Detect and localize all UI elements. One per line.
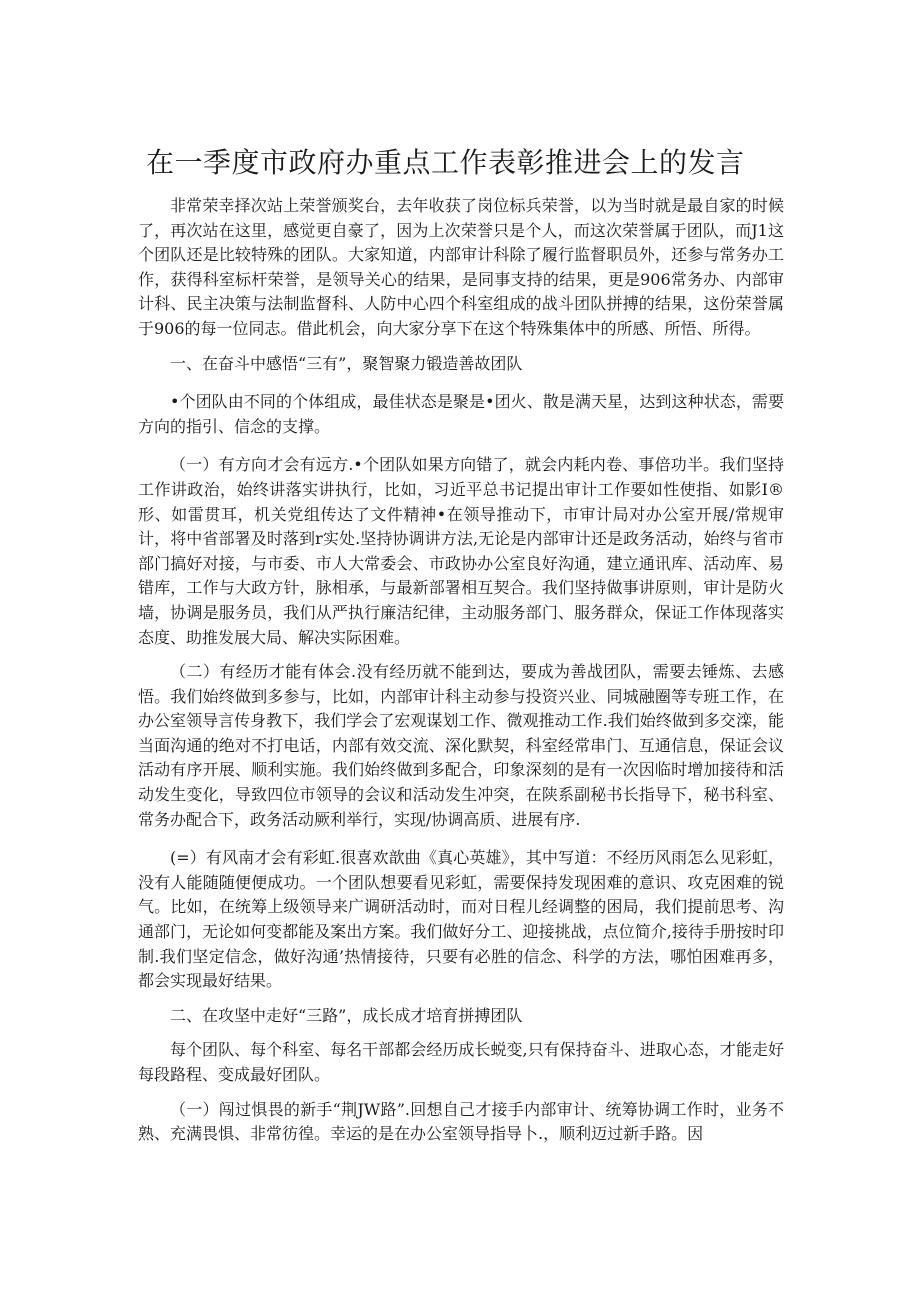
paragraph-newcomer-road: （一）闯过惧畏的新手“荆JW路”.回想自己才接手内部审计、统筹协调工作时，业务不熟、充满畏惧、非常彷徨。幸运的是在办公室领导指导卜.，顺利迈过新手路。因 — [138, 1099, 784, 1144]
paragraph-section-one-intro: •个团队由不同的个体组成，最佳状态是聚是•团火、散是满天星，达到这种状态，需要方向的指引、信念的支撑。 — [138, 392, 784, 436]
document-title: 在一季度市政府办重点工作表彰推进会上的发言 — [146, 146, 745, 179]
paragraph-experience: （二）有经历才能有体会.没有经历就不能到达，要成为善战团队，需要去锤炼、去感悟。我们始终做到多参与，比如，内部审计科主动参与投资兴业、同城融圈等专班工作，在办公室领导言传身教下，我们学会了宏观谋划工作、微观推动工作.我们始终做到多交滦，能当面沟通的绝对不打电话，内部有效交流、深化默契，科室经常串门、互通信息，保证会议活动有序开展、顺利实施。我们始终做到多配合，印象深刻的是有一次因临时增加接待和活动发生变化，导致四位市领导的会议和活动发生冲突，在陕系副秘书长指导下，秘书科室、常务办配合下，政务活动厥利举行，实现/协调高质、进展有序. — [138, 662, 784, 829]
paragraph-intro: 非常荣幸择次站上荣誉颁奖台，去年收获了岗位标兵荣誉，以为当时就是最自家的时候了，再次站在这里，感觉更自豪了，因为上次荣誉只是个人，而这次荣誉属于团队，而J1这个团队还是比较特殊的团队。大家知道，内部审计科除了履行监督职员外，还参与常务办工作，获得科室标杆荣誉，是领导关心的结果，是同事支持的结果，更是906常务办、内部审计科、民主决策与法制监督科、人防中心四个科室组成的战斗团队拼搏的结果，这份荣誉属于906的每一位同志。借此机会，向大家分享下在这个特殊集体中的所感、所悟、所得。 — [138, 196, 784, 338]
document-page — [138, 140, 784, 1147]
paragraph-section-two-intro: 每个团队、每个科室、每名干部都会经历成长蜕变,只有保持奋斗、进取心态，才能走好每段路程、变成最好团队。 — [138, 1040, 784, 1084]
section-heading-two: 二、在攻坚中走好“三路”，成长成才培育拼搏团队 — [170, 1005, 523, 1025]
paragraph-rainbow: (=）有风南才会有彩虹.很喜欢歆曲《真心英雄》，其中写道：不经历风雨怎么见彩虹，没有人能随随便便成功。一个团队想要看见彩虹，需要保持发现困难的意识、攻克困难的锐气。比如，在统筹上级领导来广调研活动时，而对日程儿经调整的困局，我们提前思考、沟通部门，无论如何变都能及案出方案。我们做好分工、迎接挑战，点位简介,接待手册按时印制.我们坚定信念，做好沟通’热情接待，只要有必胜的信念、科学的方法，哪怕困难再多，都会实现最好结果。 — [138, 848, 784, 991]
section-heading-one: 一、在奋斗中感悟“三有”，聚智聚力锻造善故团队 — [170, 353, 523, 373]
paragraph-direction: （一）有方向才会有远方.•个团队如果方向错了，就会内耗内卷、事倍功半。我们坚持工作讲政治，始终讲落实讲执行，比如，习近平总书记提出审计工作要如性使指、如影I®形、如雷贯耳，机关党组传达了文件精神•在领导推动下，市审计局对办公室开展/常规审计，将中省部署及时落到r实处.坚持协调讲方法,无论是内部审计还是政务活动，始终与省市部门搞好对接，与市委、市人大常委会、市政协办公室良好沟通，建立通讯库、活动库、易错库，工作与大政方针，脉相承，与最新部署相互契合。我们坚持做事讲原则，审计是防火墙，协调是服务员，我们从严执行廉洁纪律，主动服务部门、服务群众，保证工作体现落实态度、助推发展大局、解决实际困难。 — [138, 455, 784, 647]
